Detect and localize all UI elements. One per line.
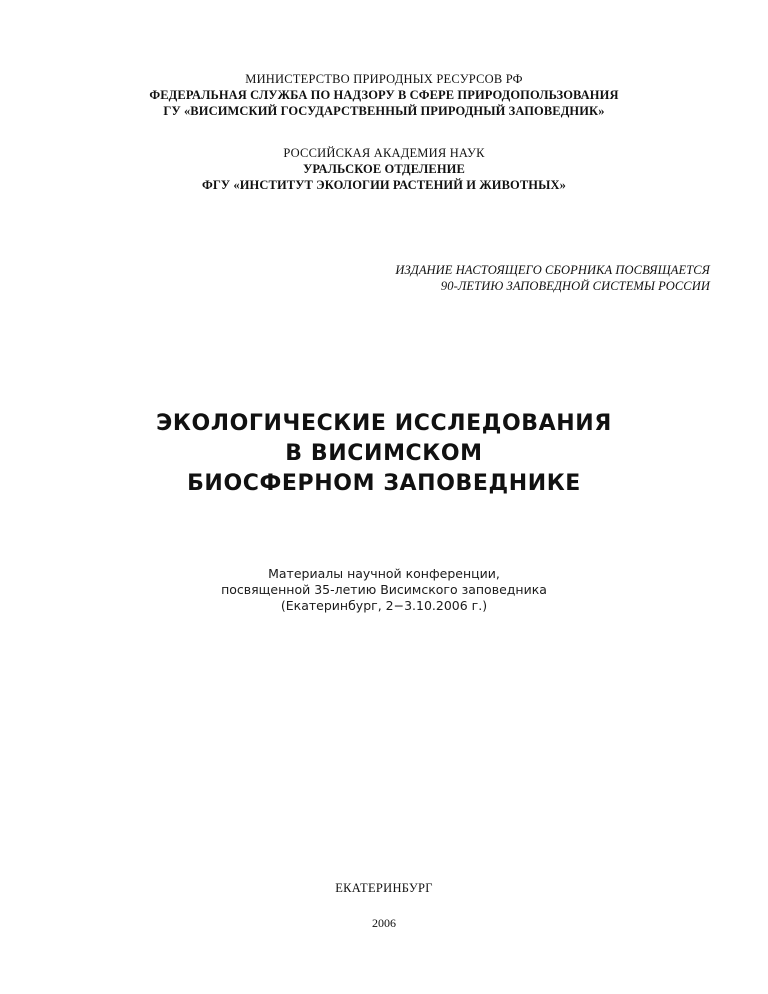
subtitle-line-3: (Екатеринбург, 2−3.10.2006 г.) [280, 598, 488, 613]
dedication [210, 262, 710, 294]
dedication-line-1: ИЗДАНИЕ НАСТОЯЩЕГО СБОРНИКА ПОСВЯЩАЕТСЯ [395, 263, 710, 277]
ministry-name: МИНИСТЕРСТВО ПРИРОДНЫХ РЕСУРСОВ РФ [245, 72, 523, 86]
title-line-3: БИОСФЕРНОМ ЗАПОВЕДНИКЕ [187, 471, 581, 496]
ministry-header [0, 71, 768, 119]
page-title [0, 409, 768, 499]
dedication-line-2: 90-ЛЕТИЮ ЗАПОВЕДНОЙ СИСТЕМЫ РОССИИ [440, 279, 710, 293]
academy-name: РОССИЙСКАЯ АКАДЕМИЯ НАУК [283, 146, 485, 160]
academy-branch: УРАЛЬСКОЕ ОТДЕЛЕНИЕ [303, 162, 465, 176]
subtitle-line-2: посвященной 35-летию Висимского заповедника [221, 582, 547, 597]
subtitle-line-1: Материалы научной конференции, [268, 566, 500, 581]
federal-service-name: ФЕДЕРАЛЬНАЯ СЛУЖБА ПО НАДЗОРУ В СФЕРЕ ПРИРОДОПОЛЬЗОВАНИЯ [149, 88, 619, 102]
title-line-1: ЭКОЛОГИЧЕСКИЕ ИССЛЕДОВАНИЯ [156, 411, 612, 436]
institute-name: ФГУ «ИНСТИТУТ ЭКОЛОГИИ РАСТЕНИЙ И ЖИВОТНЫХ» [202, 178, 566, 192]
title-line-2: В ВИСИМСКОМ [285, 441, 483, 466]
subtitle [0, 566, 768, 614]
imprint-city: ЕКАТЕРИНБУРГ [335, 881, 433, 895]
reserve-name: ГУ «ВИСИМСКИЙ ГОСУДАРСТВЕННЫЙ ПРИРОДНЫЙ ЗАПОВЕДНИК» [163, 104, 605, 118]
imprint-year: 2006 [372, 916, 396, 930]
academy-header [0, 145, 768, 193]
